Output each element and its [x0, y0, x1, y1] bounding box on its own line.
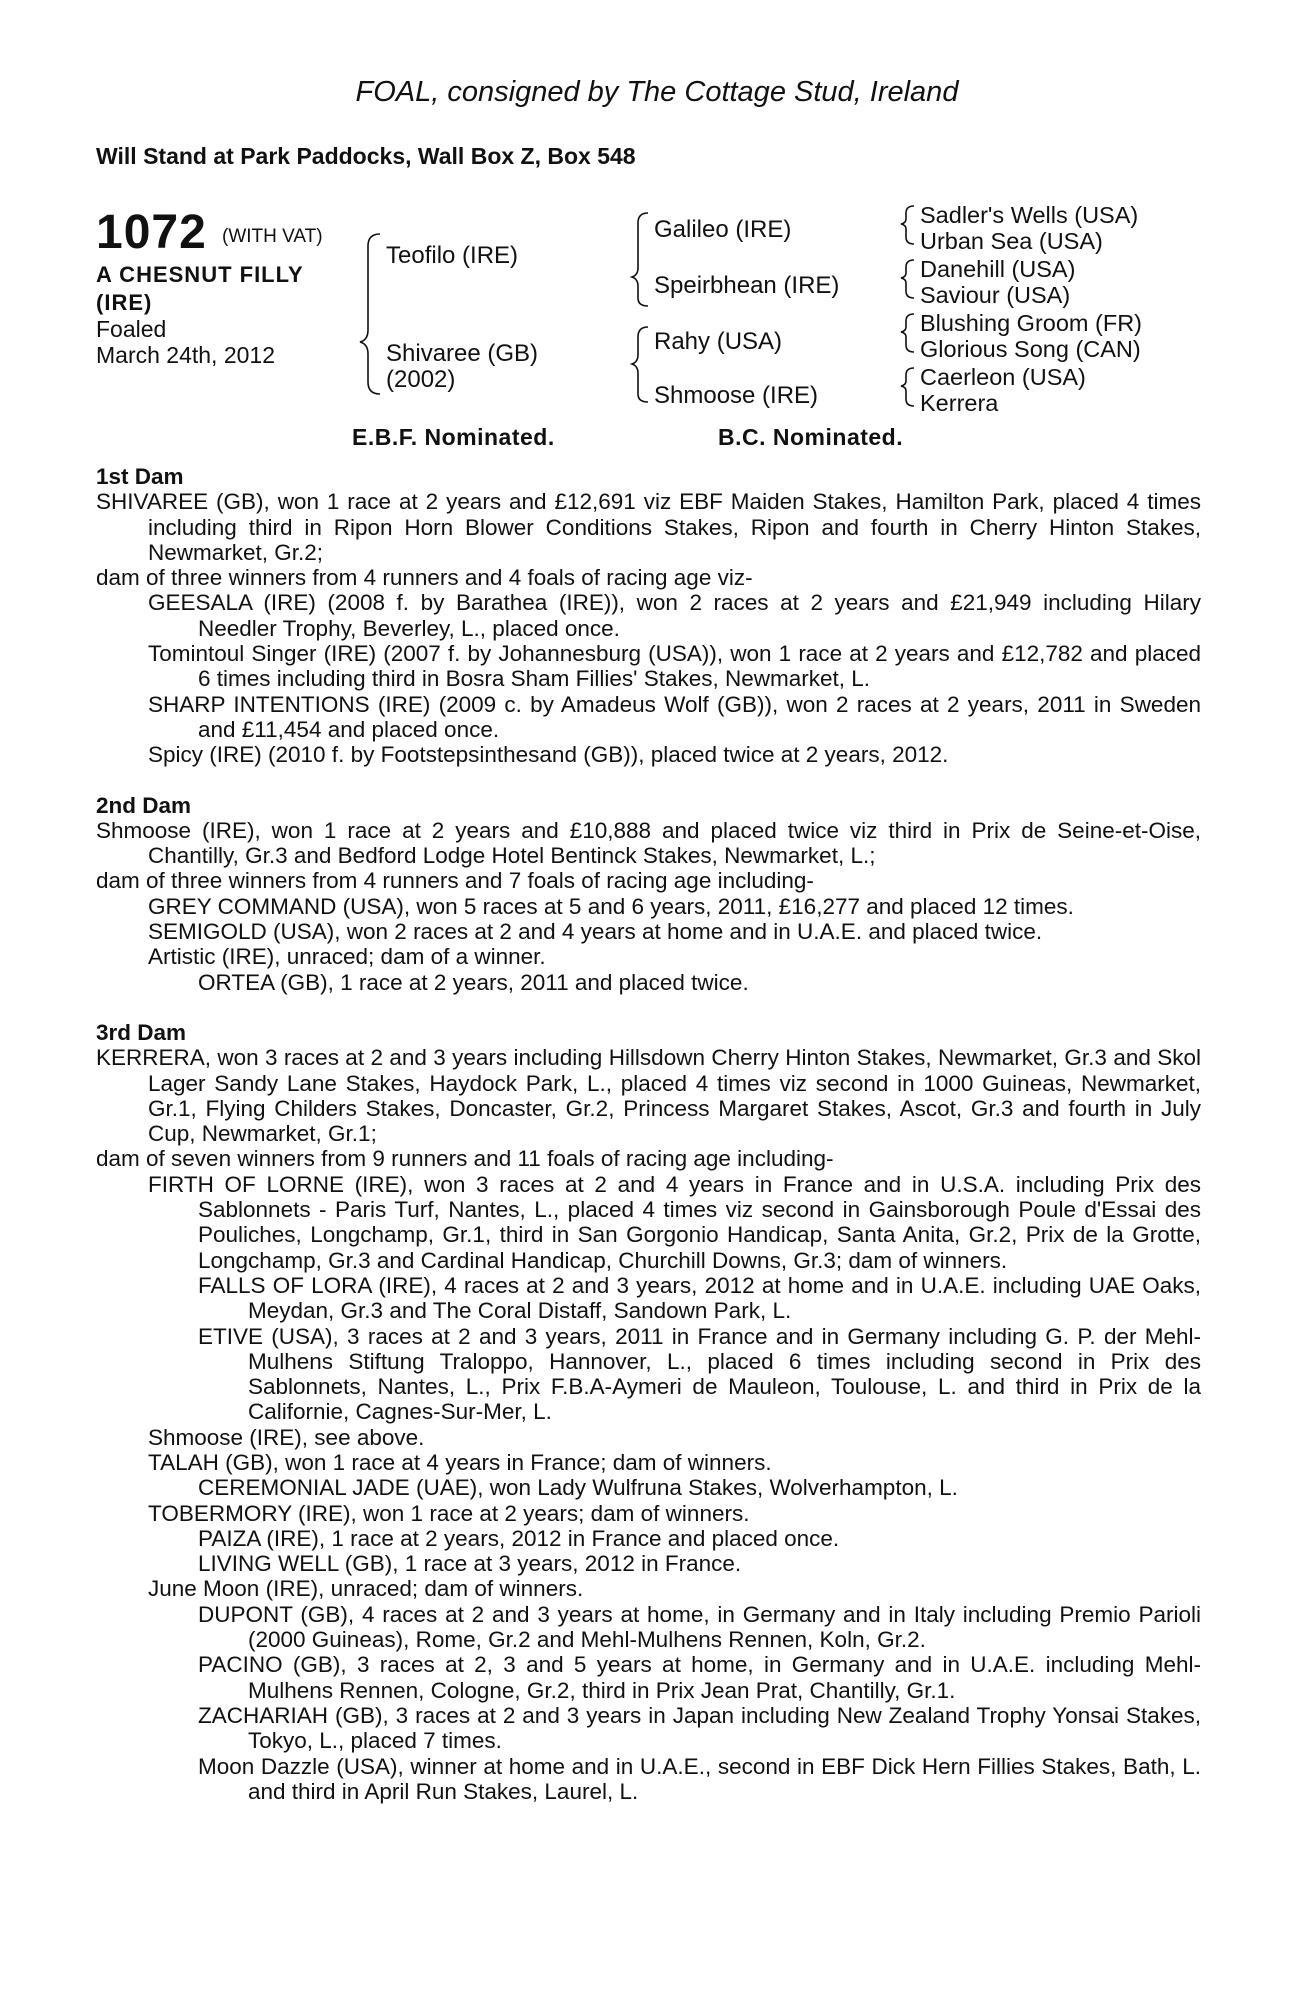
vat-label: (WITH VAT): [222, 226, 323, 247]
dam-year: (2002): [386, 366, 456, 393]
dam-name: Shivaree (GB): [386, 340, 539, 367]
produce-talah: TALAH (GB), won 1 race at 4 years in France; dam of winners.: [148, 1449, 772, 1475]
consignor-heading: FOAL, consigned by The Cottage Stud, Ireland: [355, 76, 959, 108]
produce-ceremonial-jade: CEREMONIAL JADE (UAE), won Lady Wulfruna Stakes, Wolverhampton, L.: [198, 1475, 958, 1501]
gg-2: Urban Sea (USA): [920, 228, 1103, 254]
produce-etive: ETIVE (USA), 3 races at 2 and 3 years, 2011 in France and in Germany including G. P. der Mehl-Mulhens Stiftung Traloppo, Hannover, L., placed 6 times including second in Prix des Sablonnets, Nantes, L., Prix F.B.A-Aymeri de Mauleon, Toulouse, L. and third in Prix de la Californie, Cagnes-Sur-Mer, L.: [198, 1323, 1201, 1425]
produce-june-moon: June Moon (IRE), unraced; dam of winners.: [148, 1576, 584, 1602]
first-dam-title: 1st Dam: [96, 464, 184, 489]
second-dam-summary: dam of three winners from 4 runners and 7 foals of racing age including-: [96, 868, 814, 894]
sire-name: Teofilo (IRE): [386, 242, 519, 269]
produce-ortea: ORTEA (GB), 1 race at 2 years, 2011 and placed twice.: [198, 969, 749, 995]
produce-firth-of-lorne: FIRTH OF LORNE (IRE), won 3 races at 2 and 4 years in France and in U.S.A. including Prix des Sablonnets - Paris Turf, Nantes, L., placed 4 times viz second in Gainsborough Poule d'Essai des Pouliches, Longchamp, Gr.1, third in San Gorgonio Handicap, Santa Anita, Gr.2, Prix de la Grotte, Longchamp, Gr.3 and Cardinal Handicap, Churchill Downs, Gr.3; dam of winners.: [148, 1171, 1201, 1273]
second-dam-title: 2nd Dam: [96, 792, 192, 818]
produce-moon-dazzle: Moon Dazzle (USA), winner at home and in U.A.E., second in EBF Dick Hern Fillies Stakes, Bath, L. and third in April Run Stakes, Laurel, L.: [198, 1753, 1201, 1804]
gg-5: Blushing Groom (FR): [920, 310, 1142, 336]
produce-spicy: Spicy (IRE) (2010 f. by Footstepsinthesand (GB)), placed twice at 2 years, 2012.: [148, 742, 949, 768]
lot-description: A CHESNUT FILLY: [96, 262, 304, 287]
dam-sire: Rahy (USA): [654, 328, 783, 355]
gg-7: Caerleon (USA): [920, 364, 1086, 390]
produce-falls-of-lora: FALLS OF LORA (IRE), 4 races at 2 and 3 years, 2012 at home and in U.A.E. including UAE Oaks, Meydan, Gr.3 and The Coral Distaff, Sandown Park, L.: [198, 1272, 1201, 1324]
sire-dam: Speirbhean (IRE): [654, 272, 840, 299]
sire-dam-brace: [360, 234, 380, 394]
produce-living-well: LIVING WELL (GB), 1 race at 3 years, 2012 in France.: [198, 1551, 742, 1577]
sire-sire: Galileo (IRE): [654, 216, 792, 243]
gg-3: Danehill (USA): [920, 256, 1076, 282]
lot-origin: (IRE): [96, 290, 153, 315]
foaled-label: Foaled: [96, 316, 167, 342]
sire-line-brace: [632, 213, 648, 306]
produce-shmoose: Shmoose (IRE), see above.: [148, 1424, 425, 1450]
produce-artistic: Artistic (IRE), unraced; dam of a winner.: [148, 944, 546, 970]
gg-4: Saviour (USA): [920, 282, 1071, 308]
third-dam-summary: dam of seven winners from 9 runners and 11 foals of racing age including-: [96, 1146, 834, 1172]
gg-8: Kerrera: [920, 390, 999, 416]
produce-record: [96, 464, 1201, 1804]
dam-line-brace: [632, 327, 648, 402]
second-dam-entry: Shmoose (IRE), won 1 race at 2 years and £10,888 and placed twice viz third in Prix de Seine-et-Oise, Chantilly, Gr.3 and Bedford Lodge Hotel Bentinck Stakes, Newmarket, L.;: [96, 817, 1201, 869]
foaled-date: March 24th, 2012: [96, 342, 276, 368]
first-dam-summary: dam of three winners from 4 runners and 4 foals of racing age viz-: [96, 565, 753, 591]
ebf-nominated: E.B.F. Nominated.: [352, 424, 555, 450]
produce-paiza: PAIZA (IRE), 1 race at 2 years, 2012 in France and placed once.: [198, 1525, 840, 1551]
dam-dam: Shmoose (IRE): [654, 382, 819, 409]
first-dam-entry: SHIVAREE (GB), won 1 race at 2 years and £12,691 viz EBF Maiden Stakes, Hamilton Park, placed 4 times including third in Ripon Horn Blower Conditions Stakes, Ripon and fourth in Cherry Hinton Stakes, Newmarket, Gr.2;: [96, 489, 1201, 565]
produce-zachariah: ZACHARIAH (GB), 3 races at 2 and 3 years in Japan including New Zealand Trophy Yonsai Stakes, Tokyo, L., placed 7 times.: [198, 1702, 1201, 1754]
third-dam-entry: KERRERA, won 3 races at 2 and 3 years including Hillsdown Cherry Hinton Stakes, Newmarket, Gr.3 and Skol Lager Sandy Lane Stakes, Haydock Park, L., placed 4 times viz second in 1000 Guineas, Newmarket, Gr.1, Flying Childers Stakes, Doncaster, Gr.2, Princess Margaret Stakes, Ascot, Gr.3 and fourth in July Cup, Newmarket, Gr.1;: [96, 1045, 1201, 1147]
produce-tomintoul-singer: Tomintoul Singer (IRE) (2007 f. by Johannesburg (USA)), won 1 race at 2 years and £12,782 and placed 6 times including third in Bosra Sham Fillies' Stakes, Newmarket, L.: [148, 641, 1201, 692]
produce-dupont: DUPONT (GB), 4 races at 2 and 3 years at home, in Germany and in Italy including Premio Parioli (2000 Guineas), Rome, Gr.2 and Mehl-Mulhens Rennen, Koln, Gr.2.: [198, 1601, 1201, 1653]
produce-semigold: SEMIGOLD (USA), won 2 races at 2 and 4 years at home and in U.A.E. and placed twice.: [148, 919, 1043, 945]
bc-nominated: B.C. Nominated.: [718, 424, 904, 450]
produce-geesala: GEESALA (IRE) (2008 f. by Barathea (IRE)), won 2 races at 2 years and £21,949 including Hilary Needler Trophy, Beverley, L., placed once.: [148, 590, 1201, 641]
lot-number: 1072: [96, 206, 207, 259]
third-dam-title: 3rd Dam: [96, 1019, 187, 1045]
produce-pacino: PACINO (GB), 3 races at 2, 3 and 5 years at home, in Germany and in U.A.E. including Mehl-Mulhens Rennen, Cologne, Gr.2, third in Prix Jean Prat, Chantilly, Gr.1.: [198, 1652, 1201, 1703]
produce-grey-command: GREY COMMAND (USA), won 5 races at 5 and 6 years, 2011, £16,277 and placed 12 times.: [148, 893, 1074, 919]
produce-sharp-intentions: SHARP INTENTIONS (IRE) (2009 c. by Amadeus Wolf (GB)), won 2 races at 2 years, 2011 in Sweden and £11,454 and placed once.: [148, 691, 1201, 742]
gg-6: Glorious Song (CAN): [920, 336, 1141, 362]
produce-tobermory: TOBERMORY (IRE), won 1 race at 2 years; dam of winners.: [148, 1500, 750, 1526]
gg-1: Sadler's Wells (USA): [920, 202, 1139, 228]
stand-location: Will Stand at Park Paddocks, Wall Box Z, Box 548: [96, 143, 636, 169]
